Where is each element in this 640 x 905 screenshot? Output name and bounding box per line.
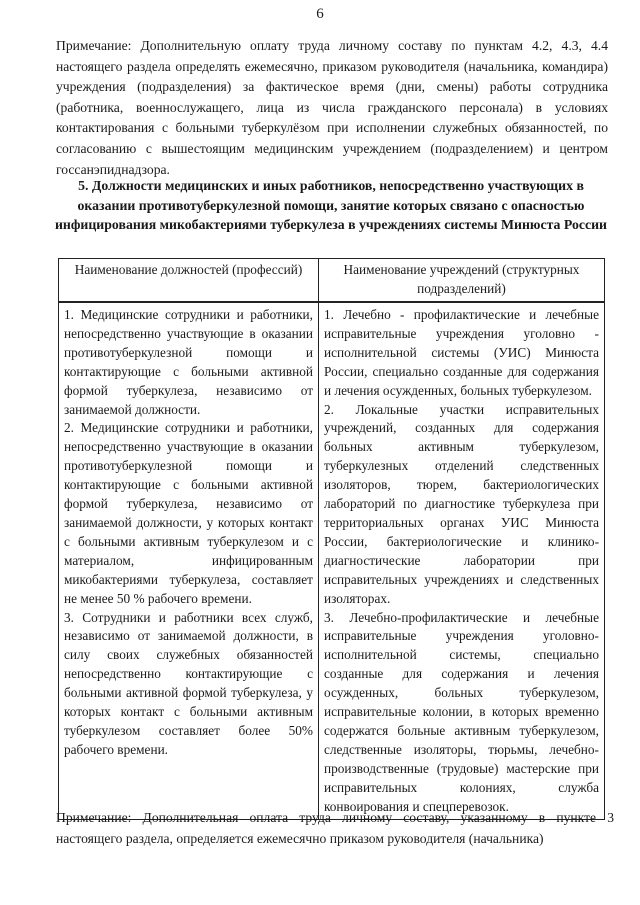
position-item-1: 1. Медицинские сотрудники и работники, непосредственно участвующие в оказании противотуберкулезной помощи и контактирующие с больными активной формой туберкулеза, независимо от занимаемой должности. bbox=[64, 307, 313, 417]
note-bottom: Примечание: Дополнительная оплата труда личному составу, указанному в пункте 3 настоящего раздела, определяется ежемесячно приказом руководителя (начальника) bbox=[56, 810, 614, 846]
header-positions: Наименование должностей (профессий) bbox=[59, 259, 319, 303]
positions-table bbox=[58, 258, 605, 820]
position-item-2: 2. Медицинские сотрудники и работники, непосредственно участвующие в оказании противотуберкулезной помощи и контактирующие с больными активной формой туберкулеза, независимо от занимаемой должности, у которых контакт с больными активным туберкулезом и с материалом, инфицированным микобактериями туберкулеза, составляет не менее 50 % рабочего времени. bbox=[64, 420, 313, 606]
institution-item-3: 3. Лечебно-профилактические и лечебные исправительные учреждения уголовно-исполнительной системы, специально созданные для содержания и лечения осужденных, больных туберкулезом, исправительные колонии, в которых временно содержатся больные активным туберкулезом, следственные изоляторы, тюрьмы, лечебно-производственные (трудовые) мастерские при исправительных колониях, служба конвоирования и спецперевозок. bbox=[324, 609, 599, 814]
institution-item-2: 2. Локальные участки исправительных учреждений, созданных для содержания больных активным туберкулезом, туберкулезных отделений следственных изоляторов, тюрем, бактериологических лабораторий по диагностике туберкулеза при территориальных органах УИС Минюста России, бактериологические и клинико-диагностические лаборатории при исправительных учреждениях и следственных изоляторах. bbox=[324, 401, 599, 606]
institutions-cell bbox=[319, 302, 605, 820]
header-institutions: Наименование учреждений (структурных подразделений) bbox=[319, 259, 605, 303]
page-number: 6 bbox=[316, 6, 324, 22]
note-top: Примечание: Дополнительную оплату труда личному составу по пунктам 4.2, 4.3, 4.4 настоящего раздела определять ежемесячно, приказом руководителя (начальника, командира) учреждения (подразделения) за фактическое время (дни, смены) работы сотрудника (работника, военнослужащего, лица из числа гражданского персонала) в условиях контактирования с больными туберкулёзом при исполнении служебных обязанностей, по согласованию с вышестоящим медицинским учреждением (подразделением) и центром госсанэпиднадзора. bbox=[56, 38, 608, 177]
table-header-row bbox=[59, 259, 605, 303]
positions-cell bbox=[59, 302, 319, 820]
position-item-3: 3. Сотрудники и работники всех служб, независимо от занимаемой должности, в силу своих служебных обязанностей непосредственно контактирующие с больными активной формой туберкулеза, у которых контакт с больными активным туберкулезом составляет более 50% рабочего времени. bbox=[64, 609, 313, 757]
section-heading: 5. Должности медицинских и иных работников, непосредственно участвующих в оказании противотуберкулезной помощи, занятие которых связано с опасностью инфицирования микобактериями туберкулеза в учреждениях системы Минюста России bbox=[54, 178, 608, 232]
table-row bbox=[59, 302, 605, 820]
institution-item-1: 1. Лечебно - профилактические и лечебные исправительные учреждения уголовно - исполнительной системы (УИС) Минюста России, специально созданные для содержания и лечения осужденных, больных туберкулезом. bbox=[324, 307, 599, 398]
